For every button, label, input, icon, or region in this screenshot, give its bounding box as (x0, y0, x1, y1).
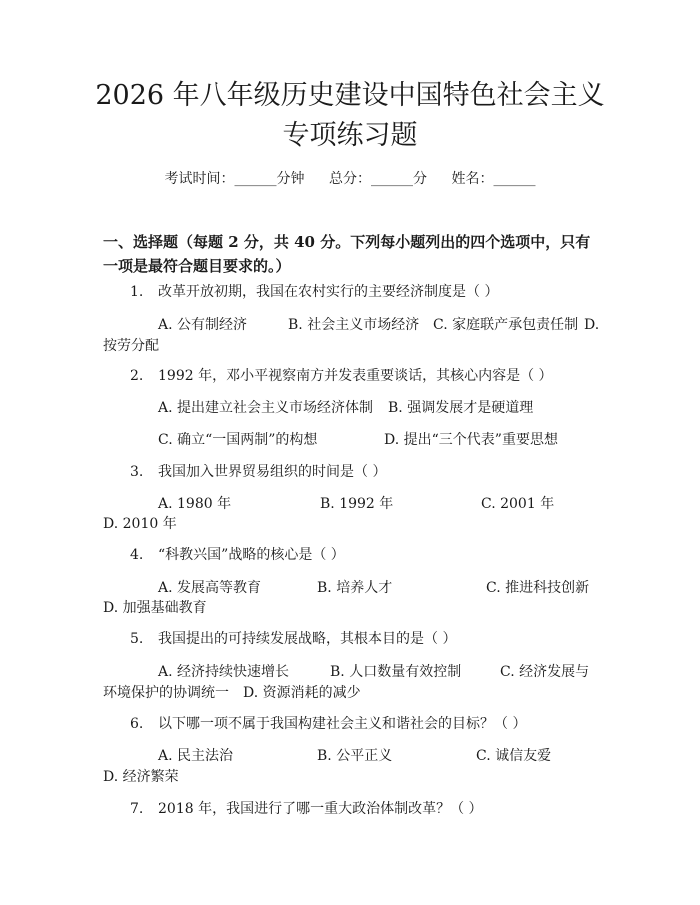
option-c: C. 诚信友爱 (476, 748, 552, 764)
question-number: 7. (130, 801, 144, 817)
question-4 (130, 543, 345, 567)
exam-info (0, 168, 700, 188)
option-a: A. 提出建立社会主义市场经济体制 (158, 400, 374, 416)
option-a: A. 1980 年 (158, 496, 232, 512)
option-d: D. 经济繁荣 (103, 769, 179, 785)
question-7 (130, 797, 483, 821)
option-c: C. 家庭联产承包责任制 (433, 317, 579, 333)
option-b: B. 1992 年 (320, 496, 394, 512)
option-d: D. 提出“三个代表”重要思想 (384, 432, 558, 448)
question-3 (130, 460, 386, 484)
option-d: D. 资源消耗的减少 (243, 685, 361, 701)
question-number: 5. (130, 631, 144, 647)
question-number: 3. (130, 464, 144, 480)
option-b: B. 强调发展才是硬道理 (388, 400, 534, 416)
question-stem: “科教兴国”战略的核心是（ ） (158, 547, 345, 563)
option-c: C. 确立“一国两制”的构想 (158, 432, 318, 448)
option-b: B. 公平正义 (317, 748, 393, 764)
option-b: B. 人口数量有效控制 (330, 664, 462, 680)
option-d: D. (584, 317, 600, 333)
option-a: A. 民主法治 (158, 748, 234, 764)
question-number: 4. (130, 547, 144, 563)
question-number: 1. (130, 284, 144, 300)
question-6 (130, 712, 526, 736)
option-d: D. 加强基础教育 (103, 600, 207, 616)
total-score: 总分：______分 (329, 171, 427, 187)
question-number: 2. (130, 368, 144, 384)
question-stem: 我国提出的可持续发展战略，其根本目的是（ ） (158, 631, 457, 647)
question-stem: 我国加入世界贸易组织的时间是（ ） (158, 464, 387, 480)
page-title: 2026 年八年级历史建设中国特色社会主义专项练习题 (95, 80, 605, 151)
question-stem: 改革开放初期，我国在农村实行的主要经济制度是（ ） (158, 284, 499, 300)
question-5 (130, 627, 456, 651)
option-c: C. 推进科技创新 (486, 580, 590, 596)
exam-time: 考试时间：______分钟 (164, 171, 305, 187)
option-a: A. 公有制经济 (158, 317, 248, 333)
option-d-text: 按劳分配 (103, 338, 159, 354)
question-number: 6. (130, 716, 144, 732)
section-title: 一、选择题（每题 2 分，共 40 分。下列每小题列出的四个选项中，只有一项是最符合题目要求的。） (103, 233, 591, 275)
question-1 (130, 280, 498, 304)
question-stem: 以下哪一项不属于我国构建社会主义和谐社会的目标？（ ） (158, 716, 527, 732)
option-c-text: 环境保护的协调统一 (103, 685, 229, 701)
option-b: B. 社会主义市场经济 (288, 317, 420, 333)
option-c: C. 2001 年 (481, 496, 555, 512)
question-stem: 2018 年，我国进行了哪一重大政治体制改革？（ ） (158, 801, 483, 817)
student-name: 姓名：______ (451, 171, 536, 187)
option-c: C. 经济发展与 (500, 664, 590, 680)
option-a: A. 经济持续快速增长 (158, 664, 290, 680)
option-b: B. 培养人才 (317, 580, 393, 596)
option-a: A. 发展高等教育 (158, 580, 262, 596)
question-2 (130, 364, 553, 388)
option-d: D. 2010 年 (103, 516, 177, 532)
question-stem: 1992 年，邓小平视察南方并发表重要谈话，其核心内容是（ ） (158, 368, 553, 384)
